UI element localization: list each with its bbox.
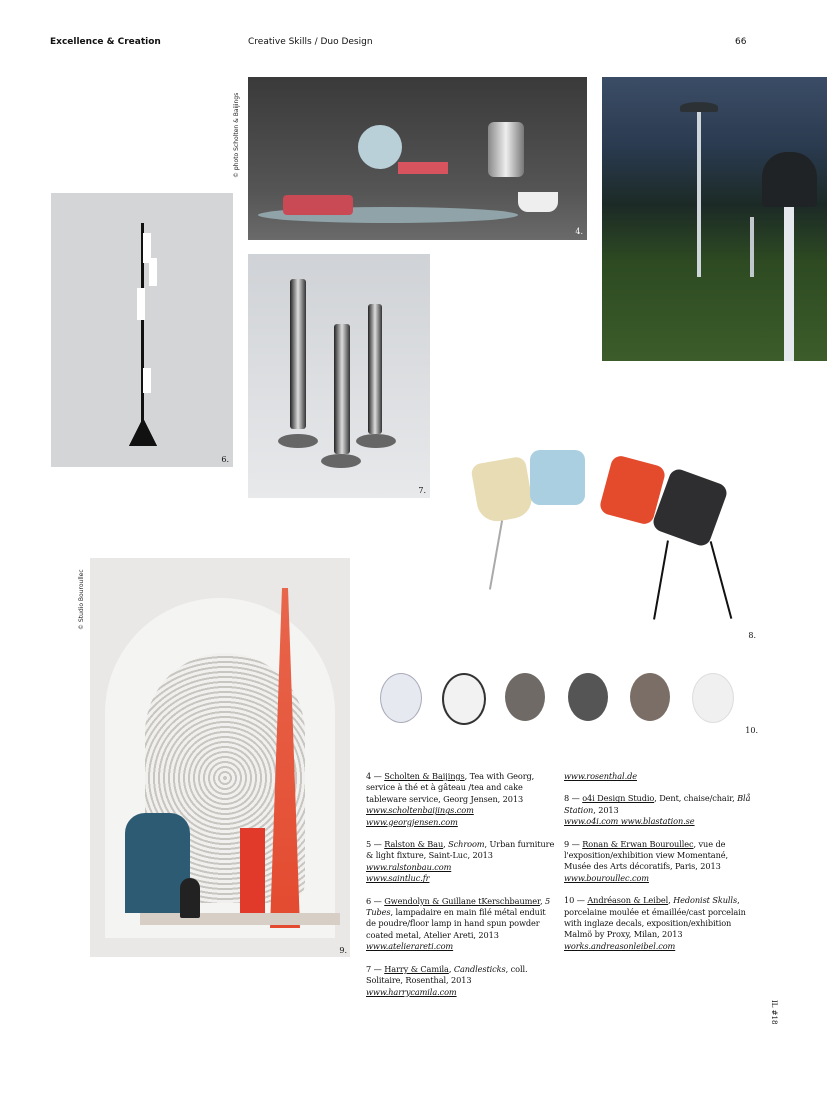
figure-label-10: 10. <box>745 726 758 735</box>
caption-8: 8 — o4i Design Studio, Dent, chaise/chair, Blå Station, 2013 www.o4i.com www.blastation.se <box>564 793 751 827</box>
captions-column-2 <box>564 771 754 963</box>
url-link[interactable]: www.harrycamila.com <box>366 986 457 997</box>
photo-chairs <box>430 440 760 642</box>
caption-7: 7 — Harry & Camila, Candlesticks, coll. Solitaire, Rosenthal, 2013 www.harrycamila.com <box>366 963 528 997</box>
caption-9: 9 — Ronan & Erwan Bouroullec, vue de l'exposition/exhibition view Momentané, Musée des Arts décoratifs, Paris, 2013 www.bouroullec.com <box>564 838 729 883</box>
caption-6: 6 — Gwendolyn & Guillane tKerschbaumer, 5 Tubes, lampadaire en main filé métal enduit de poudre/floor lamp in hand spun powder coated metal, Atelier Areti, 2013 www.atelierareti.com <box>366 895 551 952</box>
url-link[interactable]: www.o4i.com www.blastation.se <box>564 816 695 827</box>
issue-number: IL #18 <box>770 1000 778 1025</box>
url-link[interactable]: www.bouroullec.com <box>564 872 649 883</box>
topic-title: Creative Skills / Duo Design <box>248 37 373 47</box>
caption-4: 4 — Scholten & Baijings, Tea with Georg, service à thé et à gâteau /tea and cake tableware service, Georg Jensen, 2013 www.scholtenbaijings.com www.georgjensen.com <box>366 771 535 827</box>
photo-street-lamps <box>602 77 827 361</box>
photo-credit-9: © Studio Bouroullec <box>78 569 85 630</box>
section-title: Excellence & Creation <box>50 37 161 47</box>
url-link[interactable]: works.andreasonleibel.com <box>564 940 676 951</box>
photo-floor-lamp <box>51 193 233 467</box>
url-link[interactable]: www.ralstonbau.com <box>366 861 452 872</box>
url-link[interactable]: www.atelierareti.com <box>366 941 454 952</box>
photo-tableware <box>248 77 587 240</box>
figure-label-8: 8. <box>748 631 756 640</box>
figure-label-9: 9. <box>339 946 347 955</box>
figure-label-4: 4. <box>575 227 583 236</box>
designer-link[interactable]: Ronan & Erwan Bouroullec <box>582 838 694 849</box>
designer-link[interactable]: Scholten & Baijings <box>384 771 465 781</box>
figure-label-6: 6. <box>221 455 229 464</box>
designer-link[interactable]: Gwendolyn & Guillane tKerschbaumer <box>384 895 540 906</box>
url-link[interactable]: www.scholtenbaijings.com <box>366 805 474 816</box>
designer-link[interactable]: Harry & Camila <box>384 963 449 974</box>
photo-credit-4: © photo Scholten & Baijings <box>233 92 240 178</box>
url-link[interactable]: www.georgjensen.com <box>366 816 458 827</box>
designer-link[interactable]: o4i Design Studio <box>582 793 655 804</box>
designer-link[interactable]: Andréason & Leibel <box>587 895 669 906</box>
caption-5: 5 — Ralston & Bau, Schroom, Urban furniture & light fixture, Saint-Luc, 2013 www.ralstonbau.com www.saintluc.fr <box>366 839 555 884</box>
photo-exhibition <box>90 558 350 957</box>
url-link[interactable]: www.rosenthal.de <box>564 771 637 781</box>
page-number: 66 <box>735 37 747 47</box>
url-link[interactable]: www.saintluc.fr <box>366 873 430 884</box>
figure-label-7: 7. <box>418 486 426 495</box>
captions-column-1 <box>366 771 556 1009</box>
photo-skulls <box>370 665 760 737</box>
designer-link[interactable]: Ralston & Bau <box>384 839 444 850</box>
photo-candlesticks <box>248 254 430 498</box>
caption-10: 10 — Andréason & Leibel, Hedonist Skulls, porcelaine moulée et émaillée/cast porcelain with inglaze decals, exposition/exhibition Malmö by Proxy, Milan, 2013 works.andreasonleibel.com <box>564 895 746 951</box>
